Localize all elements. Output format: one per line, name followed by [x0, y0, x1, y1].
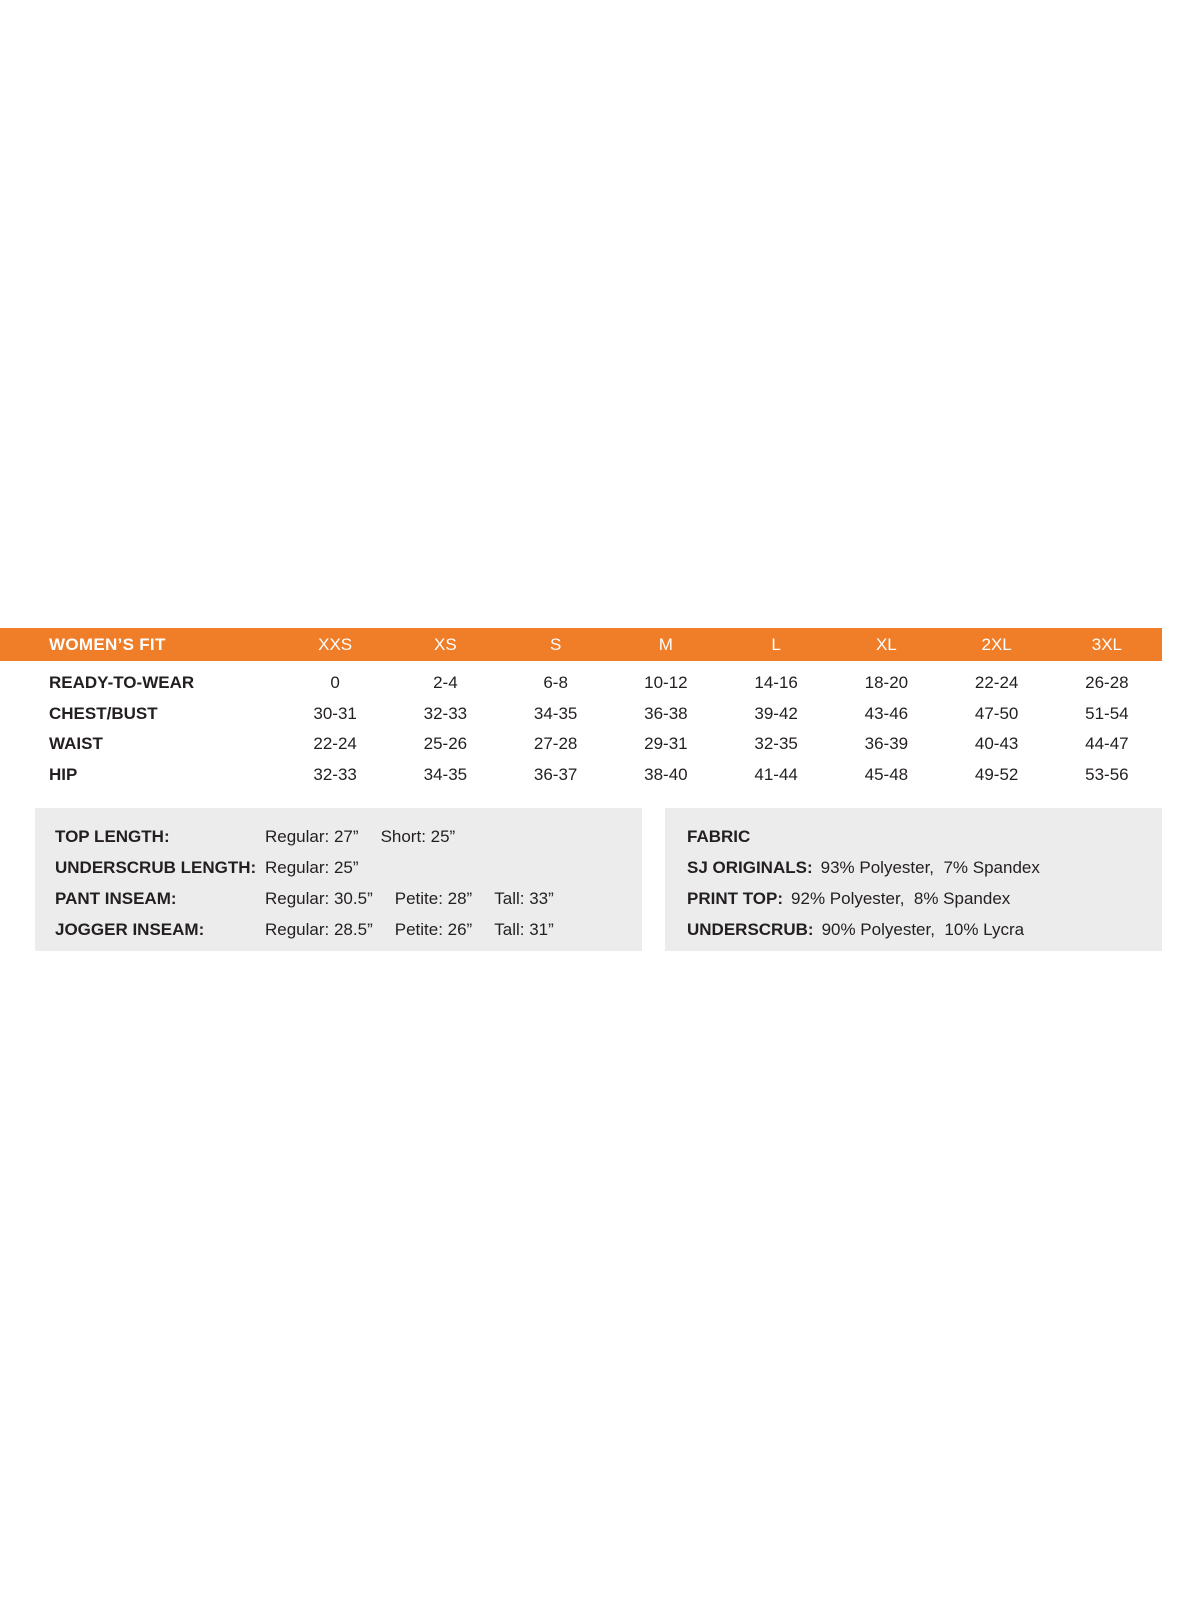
table-row-waist — [0, 729, 1162, 760]
table-row-hip — [0, 760, 1162, 791]
fabric-row-sj-originals — [687, 852, 1162, 883]
cell-value: 29-31 — [644, 734, 688, 754]
row-label: HIP — [49, 765, 78, 785]
cell-value: 43-46 — [864, 703, 909, 723]
cell-value: 41-44 — [754, 765, 798, 785]
table-row-ready-to-wear — [0, 668, 1162, 699]
fabric-row-underscrub — [687, 914, 1162, 945]
fabric-panel — [665, 808, 1162, 951]
length-label: UNDERSCRUB LENGTH: — [55, 857, 257, 877]
cell-value: 34-35 — [533, 703, 578, 723]
cell-value: 49-52 — [974, 765, 1019, 785]
length-row-jogger-inseam — [55, 914, 642, 945]
column-header-xl: XL — [875, 634, 897, 654]
length-label: JOGGER INSEAM: — [55, 919, 205, 939]
column-header-xs: XS — [434, 634, 457, 654]
cell-value: 44-47 — [1085, 734, 1129, 754]
cell-value: 18-20 — [864, 673, 909, 693]
table-row-chest-bust — [0, 699, 1162, 730]
length-label: TOP LENGTH: — [55, 826, 170, 846]
column-header-s: S — [549, 634, 562, 654]
cell-value: 53-56 — [1085, 765, 1129, 785]
cell-value: 26-28 — [1085, 673, 1129, 693]
cell-value: 25-26 — [423, 734, 468, 754]
cell-value: 32-33 — [313, 765, 357, 785]
cell-value: 14-16 — [754, 673, 798, 693]
cell-value: 36-37 — [533, 765, 578, 785]
cell-value: 45-48 — [864, 765, 909, 785]
column-header-m: M — [658, 634, 673, 654]
size-table-header-row — [0, 628, 1162, 661]
length-value: Regular: 28.5” — [265, 919, 373, 939]
length-value: Petite: 28” — [394, 888, 473, 908]
fabric-value: 92% Polyester, 8% Spandex — [791, 888, 1011, 908]
cell-value: 34-35 — [423, 765, 468, 785]
size-table-body — [0, 668, 1162, 790]
length-values — [265, 858, 403, 878]
table-title: WOMEN’S FIT — [49, 634, 166, 654]
column-header-2xl: 2XL — [981, 634, 1012, 654]
cell-value: 22-24 — [313, 734, 357, 754]
fabric-value: 93% Polyester, 7% Spandex — [820, 857, 1040, 877]
length-row-pant-inseam — [55, 883, 642, 914]
row-label: WAIST — [49, 734, 103, 754]
length-label: PANT INSEAM: — [55, 888, 177, 908]
column-header-l: L — [771, 634, 781, 654]
length-value: Petite: 26” — [394, 919, 473, 939]
cell-value: 47-50 — [974, 703, 1019, 723]
length-values — [265, 827, 477, 847]
cell-value: 30-31 — [313, 703, 357, 723]
fabric-panel-title: FABRIC — [687, 826, 751, 846]
length-row-underscrub-length — [55, 852, 642, 883]
fabric-label: SJ ORIGINALS: — [687, 857, 813, 877]
column-header-xxs: XXS — [318, 634, 353, 654]
cell-value: 38-40 — [644, 765, 688, 785]
length-values — [265, 920, 554, 940]
length-value: Regular: 27” — [265, 826, 359, 846]
length-value: Regular: 30.5” — [265, 888, 373, 908]
cell-value: 40-43 — [974, 734, 1019, 754]
fabric-row-print-top — [687, 883, 1162, 914]
length-value: Tall: 33” — [494, 888, 554, 908]
length-row-top-length — [55, 821, 642, 852]
row-label: CHEST/BUST — [49, 703, 158, 723]
length-value: Tall: 31” — [494, 919, 554, 939]
fabric-label: PRINT TOP: — [687, 888, 784, 908]
cell-value: 6-8 — [543, 673, 568, 693]
length-value: Regular: 25” — [265, 857, 359, 877]
cell-value: 27-28 — [533, 734, 578, 754]
length-panel — [35, 808, 642, 951]
fabric-value: 90% Polyester, 10% Lycra — [821, 919, 1025, 939]
cell-value: 39-42 — [754, 703, 798, 723]
length-value: Short: 25” — [380, 826, 456, 846]
cell-value: 22-24 — [974, 673, 1019, 693]
cell-value: 0 — [330, 673, 340, 693]
cell-value: 2-4 — [433, 673, 458, 693]
row-label: READY-TO-WEAR — [49, 673, 195, 693]
cell-value: 10-12 — [644, 673, 688, 693]
cell-value: 36-39 — [864, 734, 909, 754]
cell-value: 51-54 — [1085, 703, 1129, 723]
cell-value: 36-38 — [644, 703, 688, 723]
cell-value: 32-33 — [423, 703, 468, 723]
cell-value: 32-35 — [754, 734, 798, 754]
length-values — [265, 889, 554, 909]
column-header-3xl: 3XL — [1091, 634, 1122, 654]
fabric-label: UNDERSCRUB: — [687, 919, 814, 939]
